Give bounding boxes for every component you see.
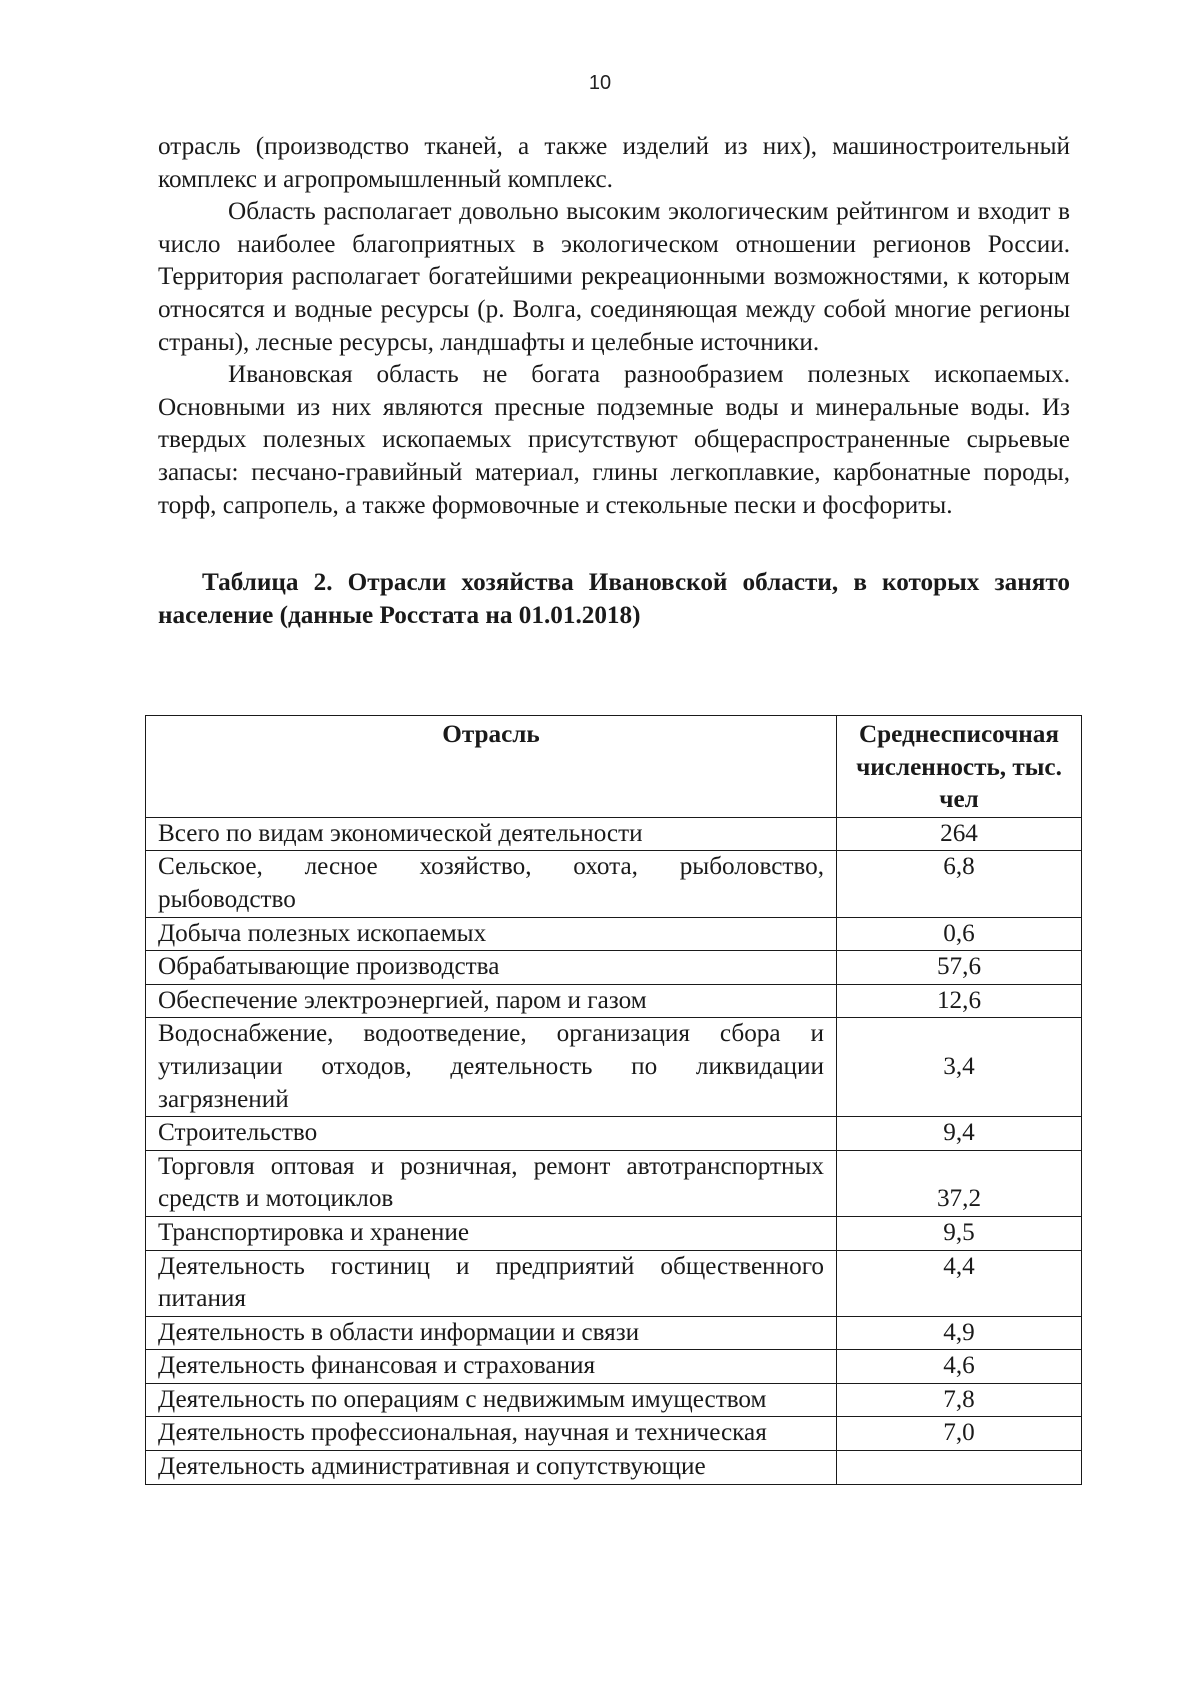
row-industry-name: Сельское, лесное хозяйство, охота, рыболовство, рыбоводство	[146, 851, 837, 917]
table-row	[146, 1150, 1082, 1216]
row-industry-name: Деятельность по операциям с недвижимым имуществом	[146, 1383, 837, 1417]
page-number: 10	[588, 72, 612, 94]
row-industry-name: Торговля оптовая и розничная, ремонт автотранспортных средств и мотоциклов	[146, 1150, 837, 1216]
row-headcount-value: 4,9	[837, 1316, 1082, 1350]
table-row	[146, 817, 1082, 851]
row-headcount-value: 9,4	[837, 1117, 1082, 1151]
row-headcount-value: 6,8	[837, 851, 1082, 917]
paragraph-continued: отрасль (производство тканей, а также изделий из них), машиностроительный комплекс и агропромышленный комплекс.	[158, 133, 1070, 193]
table-row	[146, 1417, 1082, 1451]
row-industry-name: Деятельность в области информации и связи	[146, 1316, 837, 1350]
row-industry-name: Водоснабжение, водоотведение, организация сбора и утилизации отходов, деятельность по ликвидации загрязнений	[146, 1018, 837, 1117]
row-headcount-value: 0,6	[837, 917, 1082, 951]
table-row	[146, 1451, 1082, 1485]
row-headcount-value: 9,5	[837, 1216, 1082, 1250]
row-industry-name: Добыча полезных ископаемых	[146, 917, 837, 951]
row-industry-name: Обрабатывающие производства	[146, 951, 837, 985]
row-headcount-value: 7,0	[837, 1417, 1082, 1451]
paragraph-minerals: Ивановская область не богата разнообразием полезных ископаемых. Основными из них являются пресные подземные воды и минеральные воды. Из твердых полезных ископаемых присутствуют общераспространенные сырьевые запасы: песчано-гравийный материал, глины легкоплавкие, карбонатные породы, торф, сапропель, а также формовочные и стекольные пески и фосфориты.	[158, 361, 1070, 519]
row-headcount-value: 57,6	[837, 951, 1082, 985]
row-industry-name: Строительство	[146, 1117, 837, 1151]
row-industry-name: Деятельность финансовая и страхования	[146, 1350, 837, 1384]
table-row	[146, 984, 1082, 1018]
row-headcount-value: 264	[837, 817, 1082, 851]
table-row	[146, 951, 1082, 985]
table-row	[146, 1117, 1082, 1151]
row-industry-name: Деятельность профессиональная, научная и техническая	[146, 1417, 837, 1451]
table-row	[146, 1250, 1082, 1316]
table-row	[146, 1216, 1082, 1250]
table-caption: Таблица 2. Отрасли хозяйства Ивановской области, в которых занято население (данные Росстата на 01.01.2018)	[158, 569, 1070, 630]
table-row	[146, 1350, 1082, 1384]
table-row	[146, 1018, 1082, 1117]
column-header-headcount: Среднесписочная численность, тыс. чел	[837, 716, 1082, 818]
row-industry-name: Транспортировка и хранение	[146, 1216, 837, 1250]
table-row	[146, 1316, 1082, 1350]
row-headcount-value: 4,4	[837, 1250, 1082, 1316]
row-industry-name: Всего по видам экономической деятельности	[146, 817, 837, 851]
table-row	[146, 917, 1082, 951]
table-row	[146, 1383, 1082, 1417]
industry-employment-table	[145, 715, 1082, 1485]
document-body	[158, 131, 1070, 632]
row-headcount-value: 4,6	[837, 1350, 1082, 1384]
paragraph-ecology: Область располагает довольно высоким экологическим рейтингом и входит в число наиболее благоприятных в экологическом отношении регионов России. Территория располагает богатейшими рекреационными возможностями, к которым относятся и водные ресурсы (р. Волга, соединяющая между собой многие регионы страны), лесные ресурсы, ландшафты и целебные источники.	[158, 198, 1070, 356]
row-headcount-value: 12,6	[837, 984, 1082, 1018]
row-industry-name: Обеспечение электроэнергией, паром и газом	[146, 984, 837, 1018]
row-headcount-value: 7,8	[837, 1383, 1082, 1417]
row-headcount-value	[837, 1451, 1082, 1485]
table-header-row	[146, 716, 1082, 818]
row-industry-name: Деятельность гостиниц и предприятий общественного питания	[146, 1250, 837, 1316]
row-headcount-value: 37,2	[837, 1150, 1082, 1216]
row-headcount-value: 3,4	[837, 1018, 1082, 1117]
row-industry-name: Деятельность административная и сопутствующие	[146, 1451, 837, 1485]
column-header-industry: Отрасль	[146, 716, 837, 818]
table-row	[146, 851, 1082, 917]
